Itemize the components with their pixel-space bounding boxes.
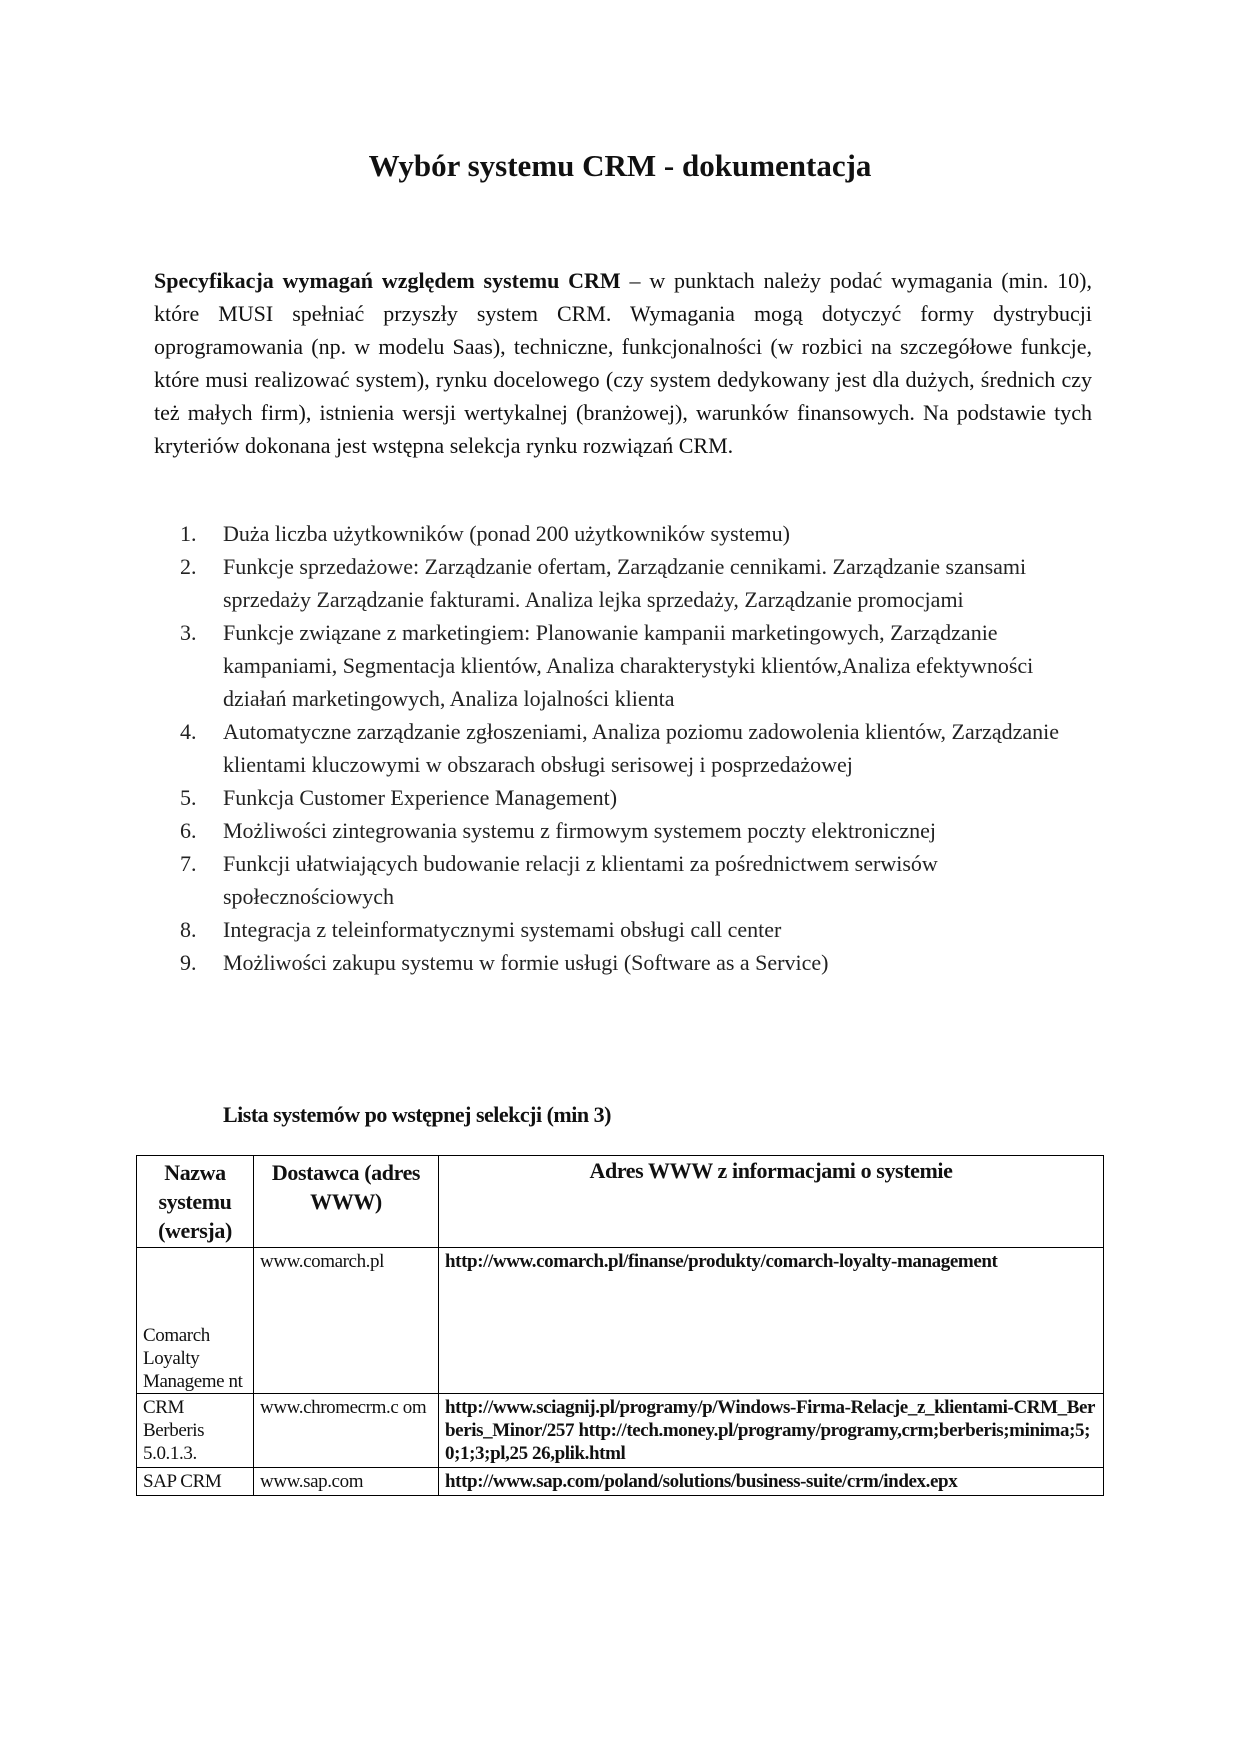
requirement-text: Możliwości zakupu systemu w formie usługi (Software as a Service): [223, 950, 829, 975]
system-vendor: www.sap.com: [254, 1468, 439, 1496]
requirement-number: 3.: [180, 620, 197, 645]
requirement-text: Duża liczba użytkowników (ponad 200 użytkowników systemu): [223, 521, 790, 546]
requirement-number: 8.: [180, 917, 197, 942]
requirement-number: 6.: [180, 818, 197, 843]
system-name: CRM Berberis 5.0.1.3.: [137, 1394, 254, 1468]
system-name: SAP CRM: [137, 1468, 254, 1496]
system-vendor: www.comarch.pl: [254, 1248, 439, 1394]
table-title: Lista systemów po wstępnej selekcji (min 3): [223, 1102, 611, 1127]
requirement-text: Funkcje związane z marketingiem: Planowanie kampanii marketingowych, Zarządzanie kampaniami, Segmentacja klientów, Analiza charakterystyki klientów,Analiza efektywności działań marketingowych, Analiza lojalności klienta: [223, 620, 1034, 711]
requirement-item: [180, 550, 1080, 616]
requirement-number: 5.: [180, 785, 197, 810]
header-urls: Adres WWW z informacjami o systemie: [439, 1156, 1104, 1248]
intro-bold-lead: Specyfikacja wymagań względem systemu CRM: [154, 268, 621, 293]
requirement-item: [180, 781, 1080, 814]
table-row: [137, 1468, 1104, 1496]
requirement-text: Możliwości zintegrowania systemu z firmowym systemem poczty elektronicznej: [223, 818, 936, 843]
requirement-number: 4.: [180, 719, 197, 744]
requirements-list: [180, 517, 1080, 979]
requirement-item: [180, 946, 1080, 979]
requirement-text: Integracja z teleinformatycznymi systemami obsługi call center: [223, 917, 782, 942]
systems-table: [136, 1155, 1104, 1496]
requirement-item: [180, 715, 1080, 781]
header-name: Nazwa systemu (wersja): [137, 1156, 254, 1248]
intro-text: – w punktach należy podać wymagania (min. 10), które MUSI spełniać przyszły system CRM. Wymagania mogą dotyczyć formy dystrybucji oprogramowania (np. w modelu Saas), techniczne, funkcjonalności (w rozbici na szczegółowe funkcje, które musi realizować system), rynku docelowego (czy system dedykowany jest dla dużych, średnich czy też małych firm), istnienia wersji wertykalnej (branżowej), warunków finansowych. Na podstawie tych kryteriów dokonana jest wstępna selekcja rynku rozwiązań CRM.: [154, 268, 1092, 458]
requirement-number: 1.: [180, 521, 197, 546]
intro-paragraph: [154, 264, 1092, 462]
system-url: http://www.sap.com/poland/solutions/business-suite/crm/index.epx: [439, 1468, 1104, 1496]
requirement-item: [180, 913, 1080, 946]
requirement-text: Funkcje sprzedażowe: Zarządzanie ofertam, Zarządzanie cennikami. Zarządzanie szansami sprzedaży Zarządzanie fakturami. Analiza lejka sprzedaży, Zarządzanie promocjami: [223, 554, 1027, 612]
table-row: [137, 1394, 1104, 1468]
requirement-text: Funkcji ułatwiających budowanie relacji z klientami za pośrednictwem serwisów społecznościowych: [223, 851, 938, 909]
requirement-text: Automatyczne zarządzanie zgłoszeniami, Analiza poziomu zadowolenia klientów, Zarządzanie klientami kluczowymi w obszarach obsługi serisowej i posprzedażowej: [223, 719, 1060, 777]
table-row: [137, 1248, 1104, 1394]
requirement-number: 9.: [180, 950, 197, 975]
requirement-item: [180, 616, 1080, 715]
requirement-item: [180, 517, 1080, 550]
requirement-item: [180, 847, 1080, 913]
requirement-text: Funkcja Customer Experience Management): [223, 785, 618, 810]
header-vendor: Dostawca (adres WWW): [254, 1156, 439, 1248]
system-vendor: www.chromecrm.c om: [254, 1394, 439, 1468]
system-url: http://www.comarch.pl/finanse/produkty/comarch-loyalty-management: [439, 1248, 1104, 1394]
requirement-number: 2.: [180, 554, 197, 579]
requirement-number: 7.: [180, 851, 197, 876]
document-title: Wybór systemu CRM - dokumentacja: [368, 148, 872, 183]
system-name: Comarch Loyalty Manageme nt: [137, 1248, 254, 1394]
requirement-item: [180, 814, 1080, 847]
table-header-row: [137, 1156, 1104, 1248]
system-url: http://www.sciagnij.pl/programy/p/Windows-Firma-Relacje_z_klientami-CRM_Berberis_Minor/257 http://tech.money.pl/programy/programy,crm;berberis;minima;5;0;1;3;pl,25 26,plik.html: [439, 1394, 1104, 1468]
